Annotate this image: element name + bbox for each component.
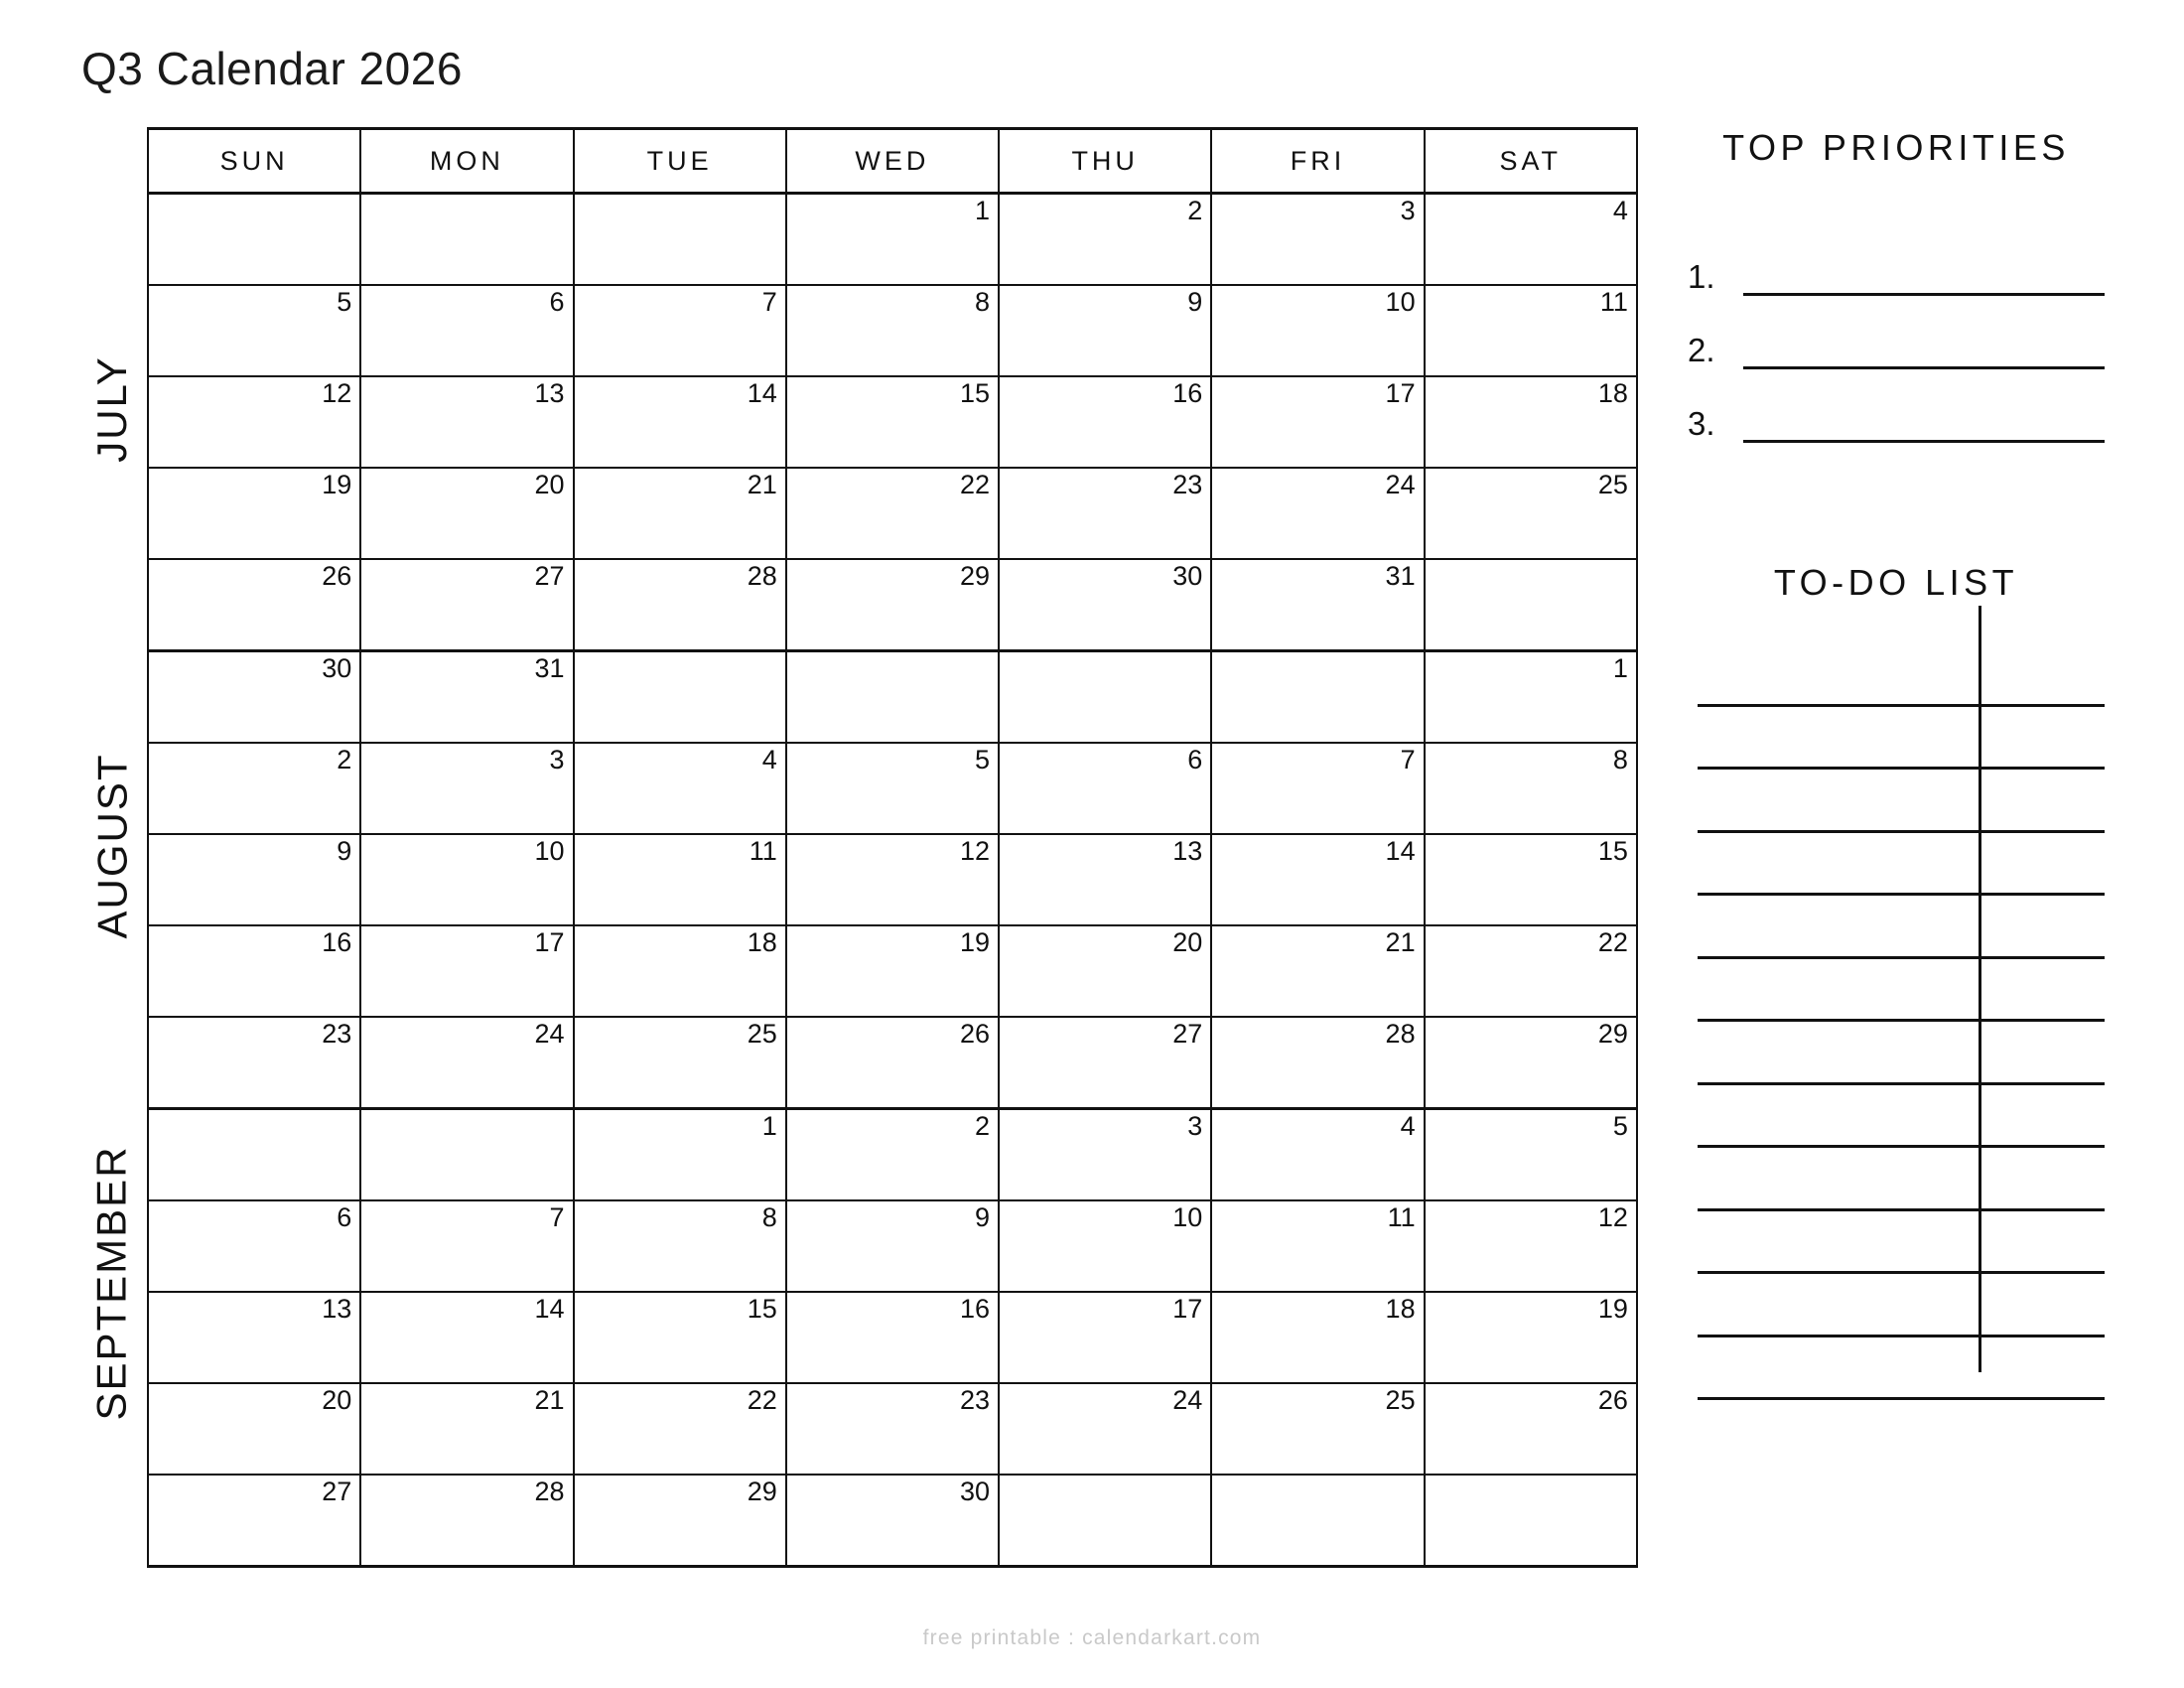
month-label-text: JULY — [88, 355, 135, 463]
calendar-week-row — [148, 743, 1637, 834]
page-title: Q3 Calendar 2026 — [81, 43, 463, 94]
priority-number: 2. — [1688, 332, 1715, 368]
weekday-header-sat: SAT — [1425, 129, 1637, 194]
day-cell[interactable]: 16 — [148, 925, 360, 1017]
weekday-header-wed: WED — [786, 129, 999, 194]
day-cell[interactable]: 24 — [999, 1383, 1211, 1475]
day-cell[interactable]: 4 — [574, 743, 786, 834]
month-label-text: AUGUST — [88, 753, 136, 939]
day-cell[interactable]: 10 — [999, 1200, 1211, 1292]
todo-row[interactable] — [1688, 643, 2105, 707]
day-cell[interactable]: 19 — [1425, 1292, 1637, 1383]
month-label-july — [81, 191, 143, 628]
priority-row[interactable] — [1688, 222, 2105, 296]
day-cell[interactable]: 21 — [574, 468, 786, 559]
day-cell-empty[interactable] — [148, 194, 360, 286]
todo-row[interactable] — [1688, 1148, 2105, 1211]
weekday-header-row — [148, 129, 1637, 194]
day-cell[interactable]: 18 — [1425, 376, 1637, 468]
day-cell[interactable]: 28 — [1211, 1017, 1424, 1109]
priority-row[interactable] — [1688, 296, 2105, 369]
day-cell[interactable]: 27 — [148, 1475, 360, 1567]
day-cell[interactable]: 3 — [999, 1109, 1211, 1201]
day-cell[interactable]: 21 — [1211, 925, 1424, 1017]
todo-row[interactable] — [1688, 1022, 2105, 1085]
day-cell[interactable]: 2 — [999, 194, 1211, 286]
day-cell[interactable]: 7 — [1211, 743, 1424, 834]
day-cell[interactable]: 20 — [999, 925, 1211, 1017]
priority-write-line[interactable] — [1743, 293, 2105, 296]
day-cell-empty[interactable] — [786, 651, 999, 744]
day-cell[interactable]: 1 — [786, 194, 999, 286]
calendar-week-row — [148, 834, 1637, 925]
day-cell[interactable]: 14 — [1211, 834, 1424, 925]
day-cell[interactable]: 25 — [574, 1017, 786, 1109]
day-cell[interactable]: 6 — [148, 1200, 360, 1292]
weekday-header-thu: THU — [999, 129, 1211, 194]
day-cell[interactable]: 7 — [360, 1200, 573, 1292]
day-cell[interactable]: 17 — [1211, 376, 1424, 468]
calendar-week-row — [148, 1109, 1637, 1201]
day-cell[interactable]: 12 — [786, 834, 999, 925]
day-cell-empty[interactable] — [360, 194, 573, 286]
weekday-header-fri: FRI — [1211, 129, 1424, 194]
day-cell[interactable]: 28 — [360, 1475, 573, 1567]
day-cell[interactable]: 22 — [574, 1383, 786, 1475]
priority-number: 1. — [1688, 258, 1715, 295]
day-cell[interactable]: 24 — [1211, 468, 1424, 559]
day-cell[interactable]: 25 — [1211, 1383, 1424, 1475]
todo-write-line[interactable] — [1698, 1397, 2105, 1400]
weekday-header-tue: TUE — [574, 129, 786, 194]
calendar-table — [147, 127, 1638, 1568]
todo-row[interactable] — [1688, 1274, 2105, 1337]
day-cell[interactable]: 19 — [786, 925, 999, 1017]
weekday-header-mon: MON — [360, 129, 573, 194]
day-cell[interactable]: 17 — [360, 925, 573, 1017]
day-cell[interactable]: 24 — [360, 1017, 573, 1109]
todo-row[interactable] — [1688, 833, 2105, 897]
day-cell[interactable]: 11 — [574, 834, 786, 925]
day-cell[interactable]: 1 — [1425, 651, 1637, 744]
day-cell[interactable]: 12 — [148, 376, 360, 468]
day-cell[interactable]: 29 — [574, 1475, 786, 1567]
day-cell[interactable]: 9 — [999, 285, 1211, 376]
month-label-september — [81, 1064, 143, 1501]
day-cell[interactable]: 30 — [786, 1475, 999, 1567]
day-cell[interactable]: 25 — [1425, 468, 1637, 559]
calendar-week-row — [148, 285, 1637, 376]
month-label-august — [81, 628, 143, 1064]
calendar-week-row — [148, 925, 1637, 1017]
day-cell[interactable]: 29 — [786, 559, 999, 651]
day-cell-empty[interactable] — [148, 1109, 360, 1201]
day-cell[interactable]: 12 — [1425, 1200, 1637, 1292]
day-cell-empty[interactable] — [1211, 1475, 1424, 1567]
day-cell[interactable]: 13 — [999, 834, 1211, 925]
day-cell-empty[interactable] — [360, 1109, 573, 1201]
day-cell[interactable]: 4 — [1211, 1109, 1424, 1201]
day-cell[interactable]: 14 — [360, 1292, 573, 1383]
day-cell[interactable]: 21 — [360, 1383, 573, 1475]
priority-row[interactable] — [1688, 369, 2105, 443]
day-cell[interactable]: 27 — [999, 1017, 1211, 1109]
day-cell[interactable]: 26 — [786, 1017, 999, 1109]
day-cell[interactable]: 3 — [360, 743, 573, 834]
day-cell[interactable]: 6 — [360, 285, 573, 376]
day-cell[interactable]: 7 — [574, 285, 786, 376]
day-cell[interactable]: 11 — [1425, 285, 1637, 376]
day-cell[interactable]: 5 — [786, 743, 999, 834]
day-cell[interactable]: 13 — [148, 1292, 360, 1383]
todo-heading-wrap — [1688, 562, 2105, 604]
day-cell-empty[interactable] — [999, 651, 1211, 744]
day-cell[interactable]: 1 — [574, 1109, 786, 1201]
day-cell[interactable]: 29 — [1425, 1017, 1637, 1109]
day-cell[interactable]: 15 — [1425, 834, 1637, 925]
day-cell[interactable]: 10 — [360, 834, 573, 925]
day-cell[interactable]: 31 — [360, 651, 573, 744]
day-cell[interactable]: 5 — [148, 285, 360, 376]
day-cell[interactable]: 18 — [1211, 1292, 1424, 1383]
todo-row[interactable] — [1688, 707, 2105, 771]
day-cell[interactable]: 30 — [148, 651, 360, 744]
calendar-grid — [147, 127, 1636, 1568]
right-panel — [1688, 127, 2105, 1338]
todo-list — [1688, 643, 2105, 1338]
day-cell-empty[interactable] — [574, 651, 786, 744]
todo-row[interactable] — [1688, 1085, 2105, 1149]
calendar-week-row — [148, 651, 1637, 744]
todo-row[interactable] — [1688, 1337, 2105, 1401]
priority-write-line[interactable] — [1743, 366, 2105, 369]
day-cell[interactable]: 17 — [999, 1292, 1211, 1383]
day-cell[interactable]: 2 — [786, 1109, 999, 1201]
day-cell-empty[interactable] — [1425, 1475, 1637, 1567]
day-cell[interactable]: 15 — [786, 376, 999, 468]
day-cell[interactable]: 28 — [574, 559, 786, 651]
day-cell[interactable]: 16 — [999, 376, 1211, 468]
todo-row[interactable] — [1688, 1211, 2105, 1275]
day-cell[interactable]: 23 — [999, 468, 1211, 559]
day-cell[interactable]: 11 — [1211, 1200, 1424, 1292]
todo-list-heading: TO-DO LIST — [1773, 562, 2019, 603]
day-cell[interactable]: 31 — [1211, 559, 1424, 651]
day-cell[interactable]: 8 — [786, 285, 999, 376]
calendar-week-row — [148, 1292, 1637, 1383]
weekday-header-sun: SUN — [148, 129, 360, 194]
day-cell[interactable]: 4 — [1425, 194, 1637, 286]
day-cell[interactable]: 10 — [1211, 285, 1424, 376]
day-cell[interactable]: 9 — [786, 1200, 999, 1292]
calendar-week-row — [148, 1200, 1637, 1292]
top-priorities-list — [1688, 222, 2105, 443]
calendar-week-row — [148, 559, 1637, 651]
day-cell[interactable]: 8 — [1425, 743, 1637, 834]
day-cell[interactable]: 23 — [148, 1017, 360, 1109]
calendar-week-row — [148, 1383, 1637, 1475]
day-cell[interactable]: 6 — [999, 743, 1211, 834]
calendar-week-row — [148, 376, 1637, 468]
footer-credit: free printable : calendarkart.com — [922, 1626, 1262, 1649]
day-cell[interactable]: 3 — [1211, 194, 1424, 286]
day-cell-empty[interactable] — [574, 194, 786, 286]
day-cell[interactable]: 5 — [1425, 1109, 1637, 1201]
todo-row[interactable] — [1688, 959, 2105, 1023]
day-cell-empty[interactable] — [999, 1475, 1211, 1567]
day-cell[interactable]: 26 — [1425, 1383, 1637, 1475]
day-cell[interactable]: 19 — [148, 468, 360, 559]
day-cell[interactable]: 2 — [148, 743, 360, 834]
todo-row[interactable] — [1688, 770, 2105, 833]
priority-write-line[interactable] — [1743, 440, 2105, 443]
top-priorities-heading: TOP PRIORITIES — [1722, 127, 2070, 168]
day-cell[interactable]: 27 — [360, 559, 573, 651]
day-cell[interactable]: 9 — [148, 834, 360, 925]
day-cell[interactable]: 16 — [786, 1292, 999, 1383]
day-cell[interactable]: 22 — [786, 468, 999, 559]
calendar-week-row — [148, 1475, 1637, 1567]
todo-row[interactable] — [1688, 896, 2105, 959]
day-cell[interactable]: 30 — [999, 559, 1211, 651]
day-cell[interactable]: 22 — [1425, 925, 1637, 1017]
month-label-text: SEPTEMBER — [88, 1145, 135, 1421]
day-cell[interactable]: 20 — [360, 468, 573, 559]
day-cell[interactable]: 23 — [786, 1383, 999, 1475]
day-cell[interactable]: 14 — [574, 376, 786, 468]
day-cell[interactable]: 20 — [148, 1383, 360, 1475]
day-cell-empty[interactable] — [1425, 559, 1637, 651]
day-cell[interactable]: 13 — [360, 376, 573, 468]
calendar-week-row — [148, 468, 1637, 559]
day-cell-empty[interactable] — [1211, 651, 1424, 744]
priority-number: 3. — [1688, 405, 1715, 442]
todo-vertical-divider — [1979, 606, 1981, 1372]
calendar-week-row — [148, 194, 1637, 286]
calendar-week-row — [148, 1017, 1637, 1109]
day-cell[interactable]: 8 — [574, 1200, 786, 1292]
day-cell[interactable]: 26 — [148, 559, 360, 651]
day-cell[interactable]: 18 — [574, 925, 786, 1017]
day-cell[interactable]: 15 — [574, 1292, 786, 1383]
